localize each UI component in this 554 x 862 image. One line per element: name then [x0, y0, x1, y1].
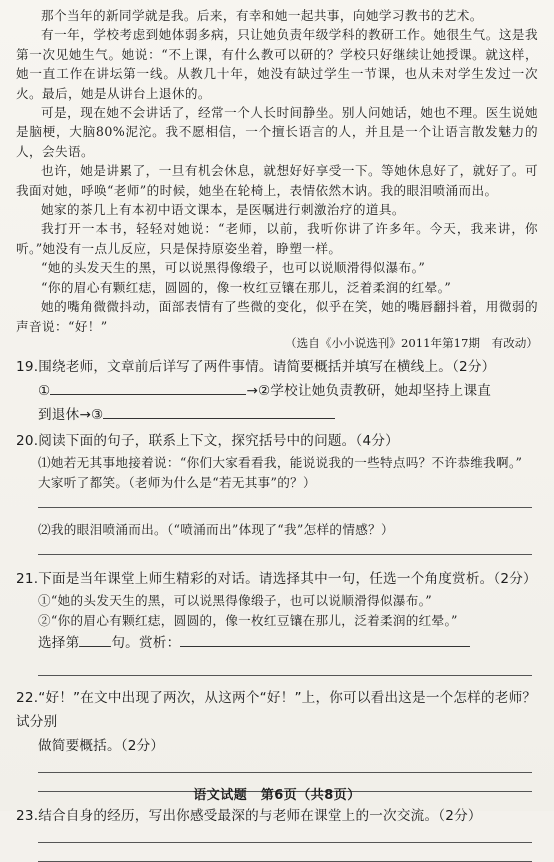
question-21-option-1: ①“她的头发天生的黑，可以说黑得像缎子，也可以说顺滑得似瀑布。”	[38, 592, 432, 608]
passage-quote: “她的头发天生的黑，可以说黑得像缎子，也可以说顺滑得似瀑布。”	[41, 260, 426, 276]
passage-paragraph: 那个当年的新同学就是我。后来，有幸和她一起共事，向她学习教书的艺术。	[41, 8, 483, 23]
question-19-cont-text: 到退休→③	[38, 406, 104, 423]
answer-blank-21-appreciate[interactable]	[180, 646, 470, 647]
passage-paragraph: 她的嘴角微微抖动，面部表情有了些微的变化，似乎在笑，她的嘴唇翻抖着，用微弱的声音说：“好！”	[16, 299, 538, 334]
question-19-title: 19.围绕老师，文章前后详写了两件事情。请简要概括并填写在横线上。（2分）	[16, 358, 496, 375]
question-21-option-2: ②“你的眉心有颗红痣，圆圆的，像一枚红豆镶在那儿，泛着柔润的红晕。”	[38, 612, 458, 628]
question-22-title-cont: 做简要概括。（2分）	[38, 737, 165, 754]
question-20-2-text: ⑵我的眼泪喷涌而出。（“喷涌而出”体现了“我”怎样的情感？）	[38, 521, 394, 537]
answer-blank-19-1[interactable]	[50, 394, 246, 395]
passage-paragraph: 有一年，学校考虑到她体弱多病，只让她负责年级学科的教研工作。她很生气。这是我第一次见她生气。她说：“不上课，有什么教可以研的？学校只好继续让她授课。就这样，她一直工作在讲坛第一线。从教几十年，她没有缺过学生一节课，也从未对学生发过一次火。最后，她是从讲台上退休的。	[16, 27, 538, 101]
passage-paragraph: 可是，现在她不会讲话了，经常一个人长时间静坐。别人问她话，她也不理。医生说她是脑梗，大脑80%泥沱。我不愿相信，一个擅长语言的人，并且是一个让语言散发魅力的人，会失语。	[16, 105, 538, 159]
question-20-1-cont: 大家听了都笑。（老师为什么是“若无其事”的？）	[38, 474, 316, 490]
passage-paragraph: 也许，她是讲累了，一旦有机会休息，就想好好享受一下。等她休息好了，就好了。可我面对她，呼唤“老师”的时候，她坐在轮椅上，表情依然木讷。我的眼泪喷涌而出。	[16, 163, 538, 198]
question-19-line1	[16, 379, 538, 403]
passage-paragraph: 我打开一本书，轻轻对她说：“老师，以前，我听你讲了许多年。今天，我来讲，你听。”她没有一点儿反应，只是保持原姿坐着，睁塑一样。	[16, 221, 538, 256]
question-19-line2	[16, 403, 538, 427]
passage-quote: “你的眉心有颗红痣，圆圆的，像一枚红豆镶在那儿，泛着柔润的红晕。”	[41, 279, 452, 295]
passage-paragraph: 她家的茶几上有本初中语文课本，是医嘱进行刺激治疗的道具。	[41, 202, 405, 218]
page-footer: 语文试题 第6页（共8页）	[193, 788, 361, 803]
question-23-title: 23.结合自身的经历，写出你感受最深的与老师在课堂上的一次交流。（2分）	[16, 807, 482, 824]
passage-source: （选自《小小说选刊》2011年第17期 有改动）	[285, 335, 538, 350]
answer-blank-21-choice[interactable]	[79, 646, 111, 647]
question-20-title: 20.阅读下面的句子，联系上下文，探究括号中的问题。（4分）	[16, 432, 399, 449]
question-21-choose-label: 选择第	[38, 634, 80, 651]
answer-blank-19-3[interactable]	[103, 418, 335, 419]
question-20-1-text: ⑴她若无其事地接着说：“你们大家看看我，能说说我的一些特点吗？不许恭维我啊。”	[38, 454, 523, 470]
question-22-title: 22.“好！”在文中出现了两次，从这两个“好！”上，你可以看出这是一个怎样的老师？试分别	[16, 689, 537, 730]
circle-number-1: ①	[38, 382, 51, 399]
question-21-appreciate-label: 句。赏析：	[111, 634, 181, 651]
question-21-choose-line	[16, 631, 538, 655]
question-19-mid-text: →②学校让她负责教研，她却坚持上课直	[246, 382, 492, 399]
question-21-title: 21.下面是当年课堂上师生精彩的对话。请选择其中一句，任选一个角度赏析。（2分）	[16, 570, 537, 587]
